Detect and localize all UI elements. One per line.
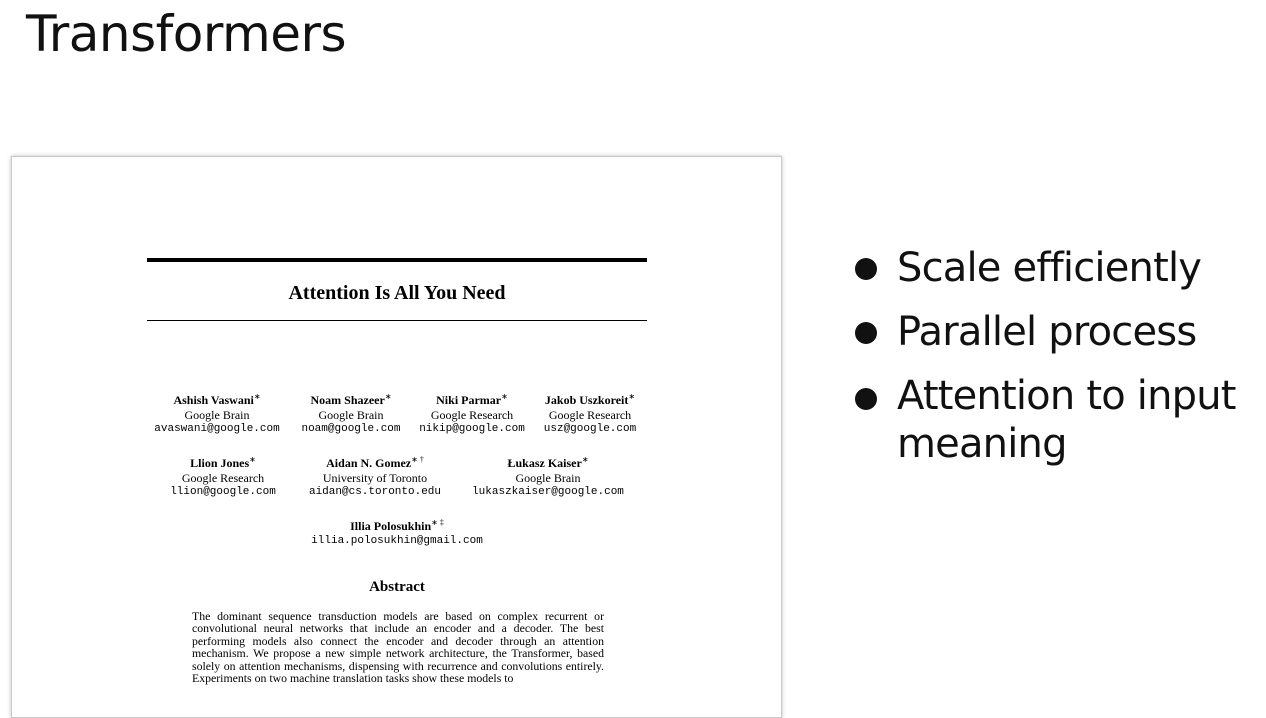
author-block <box>467 453 629 500</box>
bullet-item: Attention to input meaning <box>855 364 1260 468</box>
author-email: avaswani@google.com <box>154 423 280 435</box>
author-block <box>294 390 408 437</box>
abstract-heading: Abstract <box>369 579 425 595</box>
bullet-dot-icon <box>855 322 877 344</box>
bullet-item: Scale efficiently <box>855 236 1260 300</box>
author-email: noam@google.com <box>301 423 401 435</box>
author-email: lukaszkaiser@google.com <box>472 486 624 498</box>
author-affiliation: Google Brain <box>184 407 250 422</box>
author-affiliation: Google Research <box>430 407 514 422</box>
title-bottom-rule <box>147 320 647 321</box>
bullet-dot-icon <box>855 258 877 280</box>
author-name: Niki Parmar∗ <box>436 392 508 407</box>
author-email: llion@google.com <box>170 486 276 498</box>
author-block <box>412 390 532 437</box>
author-name: Jakob Uszkoreit∗ <box>544 392 636 407</box>
bullet-dot-icon <box>855 388 877 410</box>
author-name: Aidan N. Gomez∗ † <box>326 455 424 470</box>
slide-title: Transformers <box>26 5 347 63</box>
abstract-text: The dominant sequence transduction models are based on complex recurrent or convolutional neural networks that include an encoder and a decoder. The best performing models also connect the encoder and decoder through an attention mechanism. We propose a new simple network architecture, the Transformer, based solely on attention mechanisms, dispensing with recurrence and convolutions entirely. Experiments on two machine translation tasks show these models to <box>192 609 604 686</box>
author-affiliation: Google Research <box>181 470 265 485</box>
author-email: illia.polosukhin@gmail.com <box>311 534 483 547</box>
author-name: Llion Jones∗ <box>190 455 256 470</box>
title-top-rule <box>147 258 647 262</box>
author-name: Łukasz Kaiser∗ <box>507 455 589 470</box>
author-affiliation: Google Research <box>548 407 632 422</box>
bullet-list <box>855 236 1260 468</box>
author-block <box>534 390 646 437</box>
author-email: usz@google.com <box>543 423 637 435</box>
author-name: Illia Polosukhin∗ ‡ <box>350 518 444 533</box>
paper-title: Attention Is All You Need <box>288 282 506 304</box>
author-name: Ashish Vaswani∗ <box>173 392 261 407</box>
author-affiliation: University of Toronto <box>322 470 428 485</box>
author-block <box>152 390 282 437</box>
author-email: aidan@cs.toronto.edu <box>308 486 442 498</box>
paper-page-image <box>11 156 782 718</box>
author-block <box>302 453 448 500</box>
author-name: Noam Shazeer∗ <box>310 392 392 407</box>
author-block <box>292 516 502 548</box>
bullet-item: Parallel process <box>855 300 1260 364</box>
author-affiliation: Google Brain <box>318 407 384 422</box>
author-affiliation: Google Brain <box>515 470 581 485</box>
author-email: nikip@google.com <box>419 423 525 435</box>
author-block <box>162 453 284 500</box>
